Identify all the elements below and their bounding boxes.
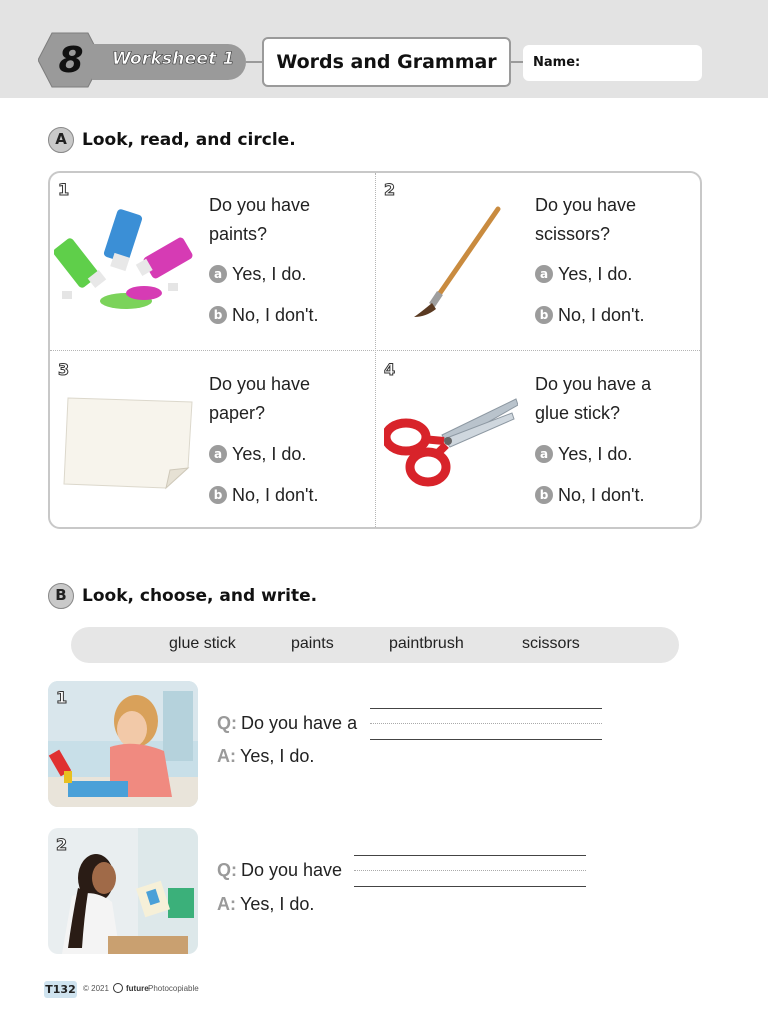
option-b[interactable] [535, 484, 644, 506]
question-text: Do you have a glue stick? [535, 374, 652, 423]
word-bank [71, 627, 679, 663]
answer-guide-line [354, 870, 586, 871]
section-b-instruction: Look, choose, and write. [82, 586, 318, 606]
option-letter-badge: a [209, 445, 227, 463]
item-number: 2 [56, 835, 68, 854]
option-letter-badge: b [209, 306, 227, 324]
option-letter-badge: b [535, 306, 553, 324]
answer-text: Yes, I do. [240, 746, 315, 766]
answer-write-line[interactable] [370, 739, 602, 740]
option-a[interactable] [209, 443, 306, 465]
answer-line [217, 894, 314, 915]
a-label: A: [217, 746, 236, 766]
connector-line [511, 61, 523, 63]
answer-write-line[interactable] [354, 886, 586, 887]
question-text: Do you have a [241, 713, 358, 733]
option-b[interactable] [209, 304, 318, 326]
option-text: Yes, I do. [558, 443, 633, 464]
section-a-badge: A [48, 127, 74, 153]
question-line [217, 713, 357, 734]
item-number: 1 [56, 688, 68, 707]
unit-number: 8 [58, 40, 84, 81]
connector-line [246, 61, 262, 63]
name-label: Name: [533, 55, 581, 70]
answer-text: Yes, I do. [240, 894, 315, 914]
option-text: No, I don't. [232, 484, 319, 505]
option-letter-badge: a [535, 445, 553, 463]
question-text: Do you have [241, 860, 343, 880]
answer-line [217, 746, 314, 767]
option-text: Yes, I do. [558, 263, 633, 284]
option-a[interactable] [209, 263, 306, 285]
option-text: Yes, I do. [232, 263, 307, 284]
option-b[interactable] [209, 484, 318, 506]
item-number: 1 [58, 180, 70, 199]
section-a-instruction: Look, read, and circle. [82, 130, 296, 150]
girl-with-paintbrush-photo [48, 828, 198, 954]
paintbrush-icon [410, 205, 505, 320]
scissors-icon [384, 395, 518, 490]
paper-sheet-icon [60, 394, 196, 492]
divider [50, 350, 700, 351]
paint-tubes-icon [54, 205, 196, 315]
word-bank-item: paints [291, 635, 334, 652]
question-line [217, 860, 342, 881]
question-text: Do you have paints? [209, 195, 311, 244]
option-a[interactable] [535, 263, 632, 285]
option-b[interactable] [535, 304, 644, 326]
option-text: No, I don't. [558, 484, 645, 505]
option-letter-badge: a [209, 265, 227, 283]
a-label: A: [217, 894, 236, 914]
question-text: Do you have scissors? [535, 195, 637, 244]
option-text: Yes, I do. [232, 443, 307, 464]
section-b-badge: B [48, 583, 74, 609]
word-bank-item: paintbrush [389, 635, 464, 652]
option-text: No, I don't. [558, 304, 645, 325]
brand-name: future [126, 984, 149, 993]
item-number: 4 [384, 360, 396, 379]
question-text: Do you have paper? [209, 374, 311, 423]
item-number: 3 [58, 360, 70, 379]
answer-guide-line [370, 723, 602, 724]
option-a[interactable] [535, 443, 632, 465]
girl-gluing-photo [48, 681, 198, 807]
q-label: Q: [217, 860, 237, 880]
answer-guide-line [370, 708, 602, 709]
page-title: Words and Grammar [276, 51, 497, 73]
q-label: Q: [217, 713, 237, 733]
word-bank-item: scissors [522, 635, 580, 652]
copyright-text: © 2021 [83, 984, 109, 993]
worksheet-label: Worksheet 1 [112, 49, 235, 69]
photocopiable-note: Photocopiable [148, 984, 199, 993]
option-text: No, I don't. [232, 304, 319, 325]
page-number-tag: T132 [45, 983, 76, 996]
word-bank-item: glue stick [169, 635, 236, 652]
brand-logo-icon [113, 983, 123, 993]
answer-guide-line [354, 855, 586, 856]
option-letter-badge: b [535, 486, 553, 504]
item-number: 2 [384, 180, 396, 199]
option-letter-badge: a [535, 265, 553, 283]
option-letter-badge: b [209, 486, 227, 504]
